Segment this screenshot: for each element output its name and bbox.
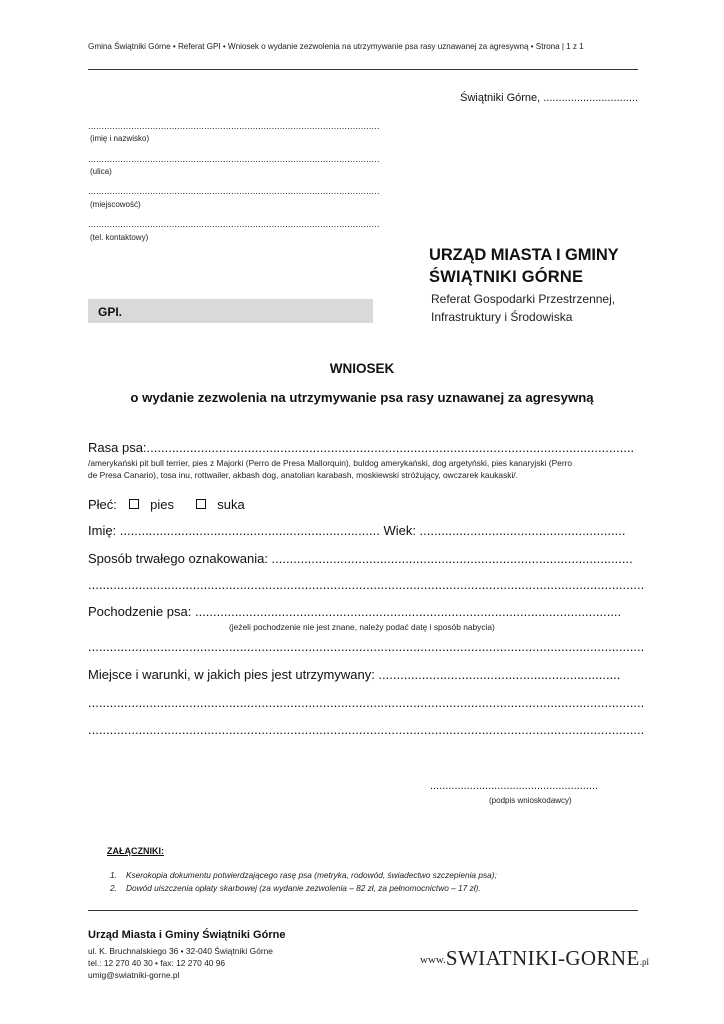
logo-main: SWIATNIKI-GORNE — [445, 946, 640, 970]
page-header: Gmina Świątniki Górne • Referat GPI • Wniosek o wydanie zezwolenia na utrzymywanie psa rasy uznawanej za agresywną • Strona | 1 z 1 — [88, 42, 584, 51]
office-department-line2: Infrastruktury i Środowiska — [431, 310, 573, 324]
sex-row — [88, 497, 245, 512]
office-name-line2: ŚWIĄTNIKI GÓRNE — [429, 268, 584, 286]
office-department-line1: Referat Gospodarki Przestrzennej, — [431, 292, 616, 306]
applicant-name-hint: (imię i nazwisko) — [90, 134, 150, 143]
place-date-field[interactable]: Świątniki Górne, ............................... — [460, 92, 638, 104]
footer-office-name: Urząd Miasta i Gminy Świątniki Górne — [88, 929, 286, 941]
footer-divider — [88, 910, 638, 911]
attachment-number: 2. — [110, 883, 117, 893]
document-subtitle: o wydanie zezwolenia na utrzymywanie psa rasy uznawanej za agresywną — [130, 390, 594, 405]
breed-field[interactable]: Rasa psa:....................................................................................................................................... — [88, 440, 635, 455]
keeping-place-field[interactable]: Miejsce i warunki, w jakich pies jest utrzymywany: ................................................................... — [88, 667, 621, 682]
footer-phone: tel.: 12 270 40 30 • fax: 12 270 40 96 — [88, 958, 226, 968]
origin-note: (jeżeli pochodzenie nie jest znane, należy podać datę i sposób nabycia) — [229, 622, 495, 632]
attachment-item — [110, 883, 481, 893]
document-title: WNIOSEK — [329, 361, 395, 376]
signature-label: (podpis wnioskodawcy) — [489, 796, 572, 805]
origin-continuation-field[interactable]: .......................................................................................................................................................... — [88, 639, 645, 654]
applicant-town-hint: (miejscowość) — [90, 200, 141, 209]
attachment-text: Dowód uiszczenia opłaty skarbowej (za wydanie zezwolenia – 82 zł, za pełnomocnictwo – 17 zł). — [126, 883, 481, 893]
attachment-number: 1. — [110, 870, 117, 880]
attachment-text: Kserokopia dokumentu potwierdzającego rasę psa (metryka, rodowód, świadectwo szczepienia psa); — [126, 870, 497, 880]
gpi-reference-label: GPI. — [98, 305, 123, 319]
sex-male-checkbox[interactable] — [129, 499, 139, 509]
sex-female-checkbox[interactable] — [196, 499, 206, 509]
applicant-phone-hint: (tel. kontaktowy) — [90, 233, 149, 242]
breed-note-line2: de Presa Canario), tosa inu, rottwailer, akbash dog, anatolian karabash, moskiewski stróżujący, owczarek kaukaski/. — [88, 470, 518, 480]
marking-continuation-field[interactable]: .......................................................................................................................................................... — [88, 577, 645, 592]
applicant-phone-field[interactable]: ............................................................................................................ — [88, 219, 380, 229]
applicant-town-field[interactable]: ............................................................................................................ — [88, 186, 380, 196]
sex-male-label: pies — [150, 497, 175, 512]
keeping-place-continuation-1[interactable]: .......................................................................................................................................................... — [88, 695, 645, 710]
website-logo — [420, 946, 649, 971]
applicant-street-hint: (ulica) — [90, 167, 112, 176]
applicant-name-field[interactable]: ............................................................................................................ — [88, 121, 380, 131]
logo-www: www. — [420, 954, 446, 966]
sex-female-label: suka — [217, 497, 245, 512]
gpi-reference-box — [88, 299, 373, 323]
name-age-field[interactable]: Imię: ........................................................................ Wiek: ......................................................... — [88, 523, 626, 538]
marking-field[interactable]: Sposób trwałego oznakowania: .................................................................................................... — [88, 551, 633, 566]
attachments-title: ZAŁĄCZNIKI: — [107, 846, 164, 856]
logo-pl: .pl — [639, 957, 649, 967]
signature-field[interactable]: ....................................................... — [430, 780, 599, 792]
applicant-street-field[interactable]: ............................................................................................................ — [88, 154, 380, 164]
sex-label: Płeć: — [88, 497, 117, 512]
breed-note-line1: /amerykański pit bull terrier, pies z Majorki (Perro de Presa Mallorquin), buldog amerykański, dog argetyński, pies kanaryjski (Perro — [88, 458, 573, 468]
footer-address: ul. K. Bruchnalskiego 36 • 32-040 Świątniki Górne — [88, 946, 273, 956]
footer-email: umig@swiatniki-gorne.pl — [88, 970, 180, 980]
origin-field[interactable]: Pochodzenie psa: ...................................................................................................................... — [88, 604, 622, 619]
attachment-item — [110, 870, 497, 880]
office-name-line1: URZĄD MIASTA I GMINY — [429, 246, 619, 264]
keeping-place-continuation-2[interactable]: .......................................................................................................................................................... — [88, 722, 645, 737]
header-divider — [88, 69, 638, 70]
